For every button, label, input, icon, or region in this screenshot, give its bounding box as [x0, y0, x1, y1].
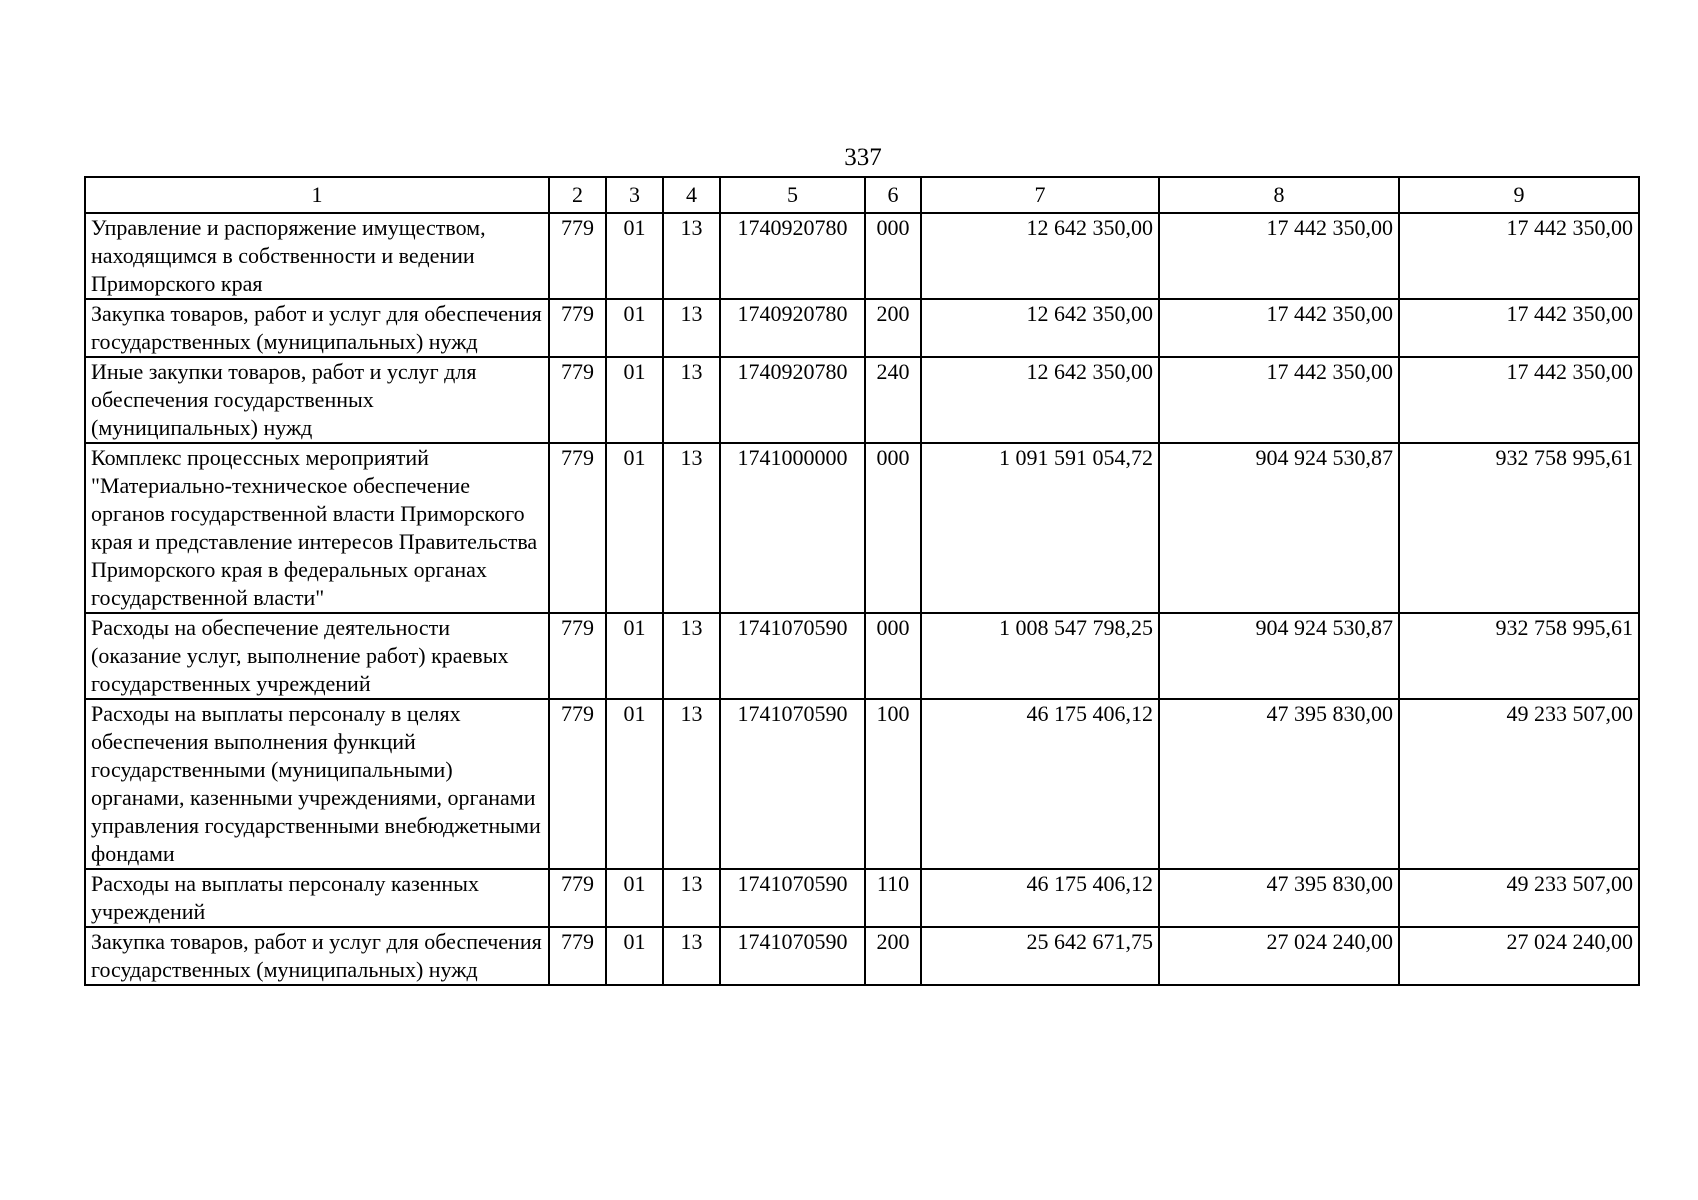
section-code: 01: [606, 927, 663, 985]
amount-col7: 1 091 591 054,72: [921, 443, 1159, 613]
ved-code: 779: [549, 213, 606, 299]
amount-col9: 932 758 995,61: [1399, 613, 1639, 699]
header-cell: 8: [1159, 177, 1399, 213]
amount-col8: 17 442 350,00: [1159, 357, 1399, 443]
expense-type-code: 240: [865, 357, 921, 443]
expense-name: Расходы на выплаты персоналу казенных учреждений: [85, 869, 549, 927]
table-row: [85, 213, 1639, 299]
section-code: 01: [606, 869, 663, 927]
subsection-code: 13: [663, 213, 720, 299]
subsection-code: 13: [663, 927, 720, 985]
ved-code: 779: [549, 443, 606, 613]
header-cell: 2: [549, 177, 606, 213]
amount-col7: 25 642 671,75: [921, 927, 1159, 985]
target-article-code: 1741070590: [720, 927, 865, 985]
target-article-code: 1740920780: [720, 299, 865, 357]
section-code: 01: [606, 357, 663, 443]
amount-col9: 49 233 507,00: [1399, 869, 1639, 927]
amount-col8: 27 024 240,00: [1159, 927, 1399, 985]
amount-col7: 12 642 350,00: [921, 213, 1159, 299]
expense-name: Иные закупки товаров, работ и услуг для обеспечения государственных (муниципальных) нужд: [85, 357, 549, 443]
amount-col9: 17 442 350,00: [1399, 213, 1639, 299]
target-article-code: 1741070590: [720, 869, 865, 927]
amount-col9: 932 758 995,61: [1399, 443, 1639, 613]
header-cell: 6: [865, 177, 921, 213]
section-code: 01: [606, 299, 663, 357]
table-row: [85, 357, 1639, 443]
amount-col8: 904 924 530,87: [1159, 613, 1399, 699]
ved-code: 779: [549, 869, 606, 927]
target-article-code: 1740920780: [720, 357, 865, 443]
target-article-code: 1740920780: [720, 213, 865, 299]
header-cell: 7: [921, 177, 1159, 213]
amount-col7: 12 642 350,00: [921, 299, 1159, 357]
amount-col8: 17 442 350,00: [1159, 213, 1399, 299]
table-row: [85, 613, 1639, 699]
section-code: 01: [606, 443, 663, 613]
expense-type-code: 100: [865, 699, 921, 869]
table-row: [85, 699, 1639, 869]
amount-col8: 17 442 350,00: [1159, 299, 1399, 357]
header-cell: 3: [606, 177, 663, 213]
expense-type-code: 000: [865, 443, 921, 613]
expense-type-code: 110: [865, 869, 921, 927]
table-row: [85, 869, 1639, 927]
subsection-code: 13: [663, 443, 720, 613]
subsection-code: 13: [663, 699, 720, 869]
amount-col9: 27 024 240,00: [1399, 927, 1639, 985]
page-number: 337: [844, 144, 882, 171]
amount-col8: 47 395 830,00: [1159, 869, 1399, 927]
budget-table: [84, 176, 1640, 986]
target-article-code: 1741000000: [720, 443, 865, 613]
amount-col7: 46 175 406,12: [921, 869, 1159, 927]
expense-name: Расходы на выплаты персоналу в целях обеспечения выполнения функций государственными (муниципальными) органами, казенными учреждениями, органами управления государственными внебюджетными фондами: [85, 699, 549, 869]
table-row: [85, 299, 1639, 357]
subsection-code: 13: [663, 613, 720, 699]
amount-col7: 12 642 350,00: [921, 357, 1159, 443]
expense-name: Расходы на обеспечение деятельности (оказание услуг, выполнение работ) краевых государственных учреждений: [85, 613, 549, 699]
subsection-code: 13: [663, 357, 720, 443]
subsection-code: 13: [663, 299, 720, 357]
ved-code: 779: [549, 357, 606, 443]
amount-col9: 49 233 507,00: [1399, 699, 1639, 869]
ved-code: 779: [549, 613, 606, 699]
ved-code: 779: [549, 699, 606, 869]
header-cell: 1: [85, 177, 549, 213]
amount-col7: 1 008 547 798,25: [921, 613, 1159, 699]
target-article-code: 1741070590: [720, 699, 865, 869]
expense-type-code: 200: [865, 299, 921, 357]
header-row: [85, 177, 1639, 213]
table-row: [85, 927, 1639, 985]
section-code: 01: [606, 699, 663, 869]
table-row: [85, 443, 1639, 613]
header-cell: 5: [720, 177, 865, 213]
expense-type-code: 200: [865, 927, 921, 985]
expense-type-code: 000: [865, 613, 921, 699]
amount-col9: 17 442 350,00: [1399, 357, 1639, 443]
amount-col7: 46 175 406,12: [921, 699, 1159, 869]
section-code: 01: [606, 613, 663, 699]
subsection-code: 13: [663, 869, 720, 927]
section-code: 01: [606, 213, 663, 299]
expense-type-code: 000: [865, 213, 921, 299]
amount-col9: 17 442 350,00: [1399, 299, 1639, 357]
expense-name: Закупка товаров, работ и услуг для обеспечения государственных (муниципальных) нужд: [85, 927, 549, 985]
expense-name: Управление и распоряжение имуществом, находящимся в собственности и ведении Приморского края: [85, 213, 549, 299]
expense-name: Комплекс процессных мероприятий "Материально-техническое обеспечение органов государственной власти Приморского края и представление интересов Правительства Приморского края в федеральных органах государственной власти": [85, 443, 549, 613]
amount-col8: 904 924 530,87: [1159, 443, 1399, 613]
expense-name: Закупка товаров, работ и услуг для обеспечения государственных (муниципальных) нужд: [85, 299, 549, 357]
ved-code: 779: [549, 299, 606, 357]
target-article-code: 1741070590: [720, 613, 865, 699]
amount-col8: 47 395 830,00: [1159, 699, 1399, 869]
header-cell: 9: [1399, 177, 1639, 213]
header-cell: 4: [663, 177, 720, 213]
ved-code: 779: [549, 927, 606, 985]
